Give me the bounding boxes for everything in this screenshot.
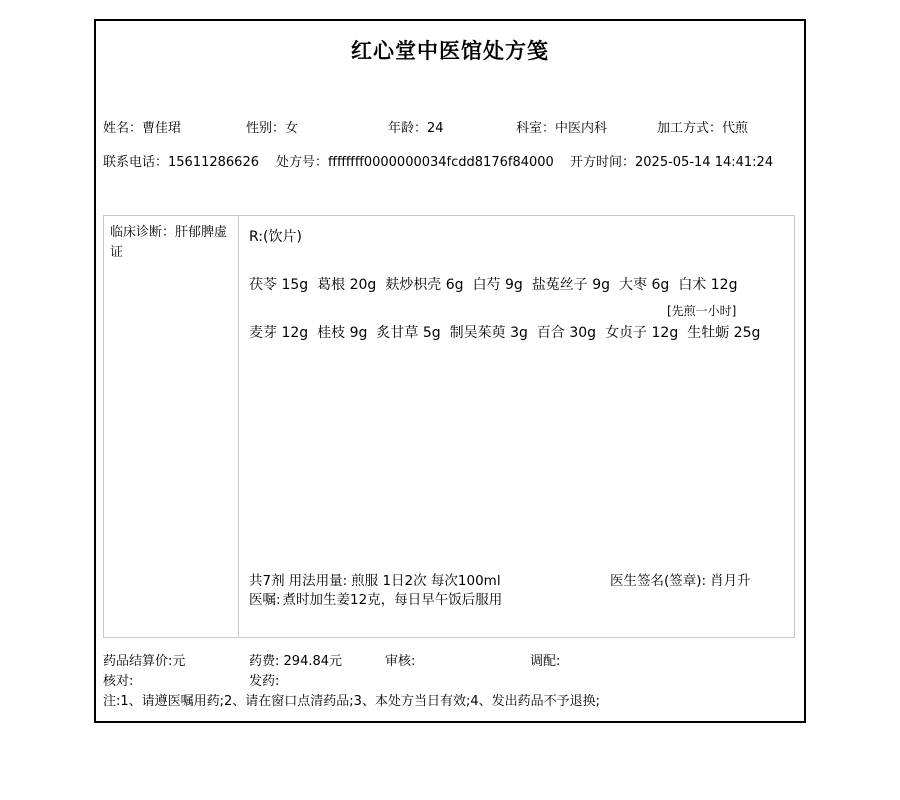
diagnosis-label: 临床诊断：: [110, 225, 176, 240]
processing-method-value: 代煎: [722, 121, 749, 136]
patient-name-label: 姓名：: [103, 121, 143, 136]
fee-field: [249, 650, 342, 669]
doctor-signature-label: 医生签名(签章):: [610, 573, 707, 589]
herb-item: 麸炒枳壳 6g: [385, 277, 464, 293]
phone-label: 联系电话：: [103, 155, 169, 170]
herb-item: 女贞子 12g: [605, 325, 679, 341]
precook-annotation: [先煎一小时]: [667, 304, 737, 318]
footer-row-1: [96, 650, 804, 668]
prescribe-time-label: 开方时间：: [570, 155, 636, 170]
rx-number-label: 处方号：: [276, 155, 329, 170]
processing-method-label: 加工方式：: [657, 121, 723, 136]
diagnosis-value: 肝郁脾虚证: [110, 225, 228, 260]
doctor-instruction-value: 煮时加生姜12克，每日早午饭后服用: [282, 592, 503, 608]
patient-gender-field: [246, 117, 298, 136]
rx-form-label: R:(饮片): [249, 229, 302, 245]
herb-item: 制吴茱萸 3g: [449, 325, 528, 341]
herb-item: 大枣 6g: [619, 277, 670, 293]
settle-price-field: [103, 650, 185, 669]
usage-line: [249, 569, 505, 589]
fee-value: 294.84元: [283, 654, 343, 669]
rx-number-value: ffffffff0000000034fcdd8176f84000: [328, 155, 554, 170]
herb-item: 白术 12g: [678, 277, 738, 293]
patient-gender-value: 女: [285, 121, 299, 136]
footer-note: 注:1、请遵医嘱用药;2、请在窗口点清药品;3、本处方当日有效;4、发出药品不予退换;: [103, 694, 600, 709]
footer-row-2: [96, 670, 804, 688]
doctor-instruction: [249, 588, 504, 608]
settle-price-value: 元: [172, 654, 186, 669]
dispense-field: 发药:: [249, 674, 280, 689]
patient-name-field: [103, 117, 181, 136]
herb-item: 桂枝 9g: [317, 325, 368, 341]
prescription-sheet: [94, 19, 806, 723]
patient-age-value: 24: [427, 121, 444, 136]
prescribe-time-field: [570, 151, 773, 170]
patient-gender-label: 性别：: [246, 121, 286, 136]
patient-age-label: 年龄：: [388, 121, 428, 136]
check-field: 核对:: [103, 674, 134, 689]
diagnosis-cell: [104, 216, 239, 637]
patient-department-label: 科室：: [516, 121, 556, 136]
herb-item: 生牡蛎 25g: [687, 325, 761, 341]
herb-item: 炙甘草 5g: [376, 325, 441, 341]
settle-price-label: 药品结算价:: [103, 654, 173, 669]
patient-department-field: [516, 117, 607, 136]
rx-number-field: [276, 151, 554, 170]
doctor-signature: [610, 569, 751, 589]
doctor-instruction-label: 医嘱:: [249, 592, 281, 608]
dose-count: 共7剂: [249, 573, 285, 589]
page-title: 红心堂中医馆处方笺: [351, 39, 549, 63]
patient-department-value: 中医内科: [555, 121, 608, 136]
prescription-cell: [239, 216, 794, 637]
audit-field: 审核:: [385, 654, 416, 669]
herb-line: [249, 274, 746, 294]
prepare-field: 调配:: [530, 654, 561, 669]
patient-name-value: 曹佳珺: [142, 121, 182, 136]
herb-item: 盐菟丝子 9g: [531, 277, 611, 293]
usage-value: 煎服 1日2次 每次100ml: [351, 573, 501, 589]
phone-value: 15611286626: [168, 155, 259, 170]
processing-method-field: [657, 117, 748, 136]
prescription-table: [103, 215, 795, 638]
herb-line: [249, 322, 769, 342]
herb-item: 葛根 20g: [317, 277, 377, 293]
herb-item: 百合 30g: [536, 325, 597, 341]
fee-label: 药费:: [249, 654, 280, 669]
patient-info-row-1: [96, 117, 804, 135]
doctor-signature-name: 肖月升: [710, 573, 751, 589]
patient-age-field: [388, 117, 444, 136]
herb-item: 茯苓 15g: [249, 277, 309, 293]
herb-item: 白芍 9g: [472, 277, 523, 293]
usage-label: 用法用量:: [288, 573, 348, 589]
herb-item: 麦芽 12g: [249, 325, 309, 341]
prescribe-time-value: 2025-05-14 14:41:24: [635, 155, 774, 170]
patient-info-row-2: [96, 151, 804, 169]
phone-field: [103, 151, 259, 170]
